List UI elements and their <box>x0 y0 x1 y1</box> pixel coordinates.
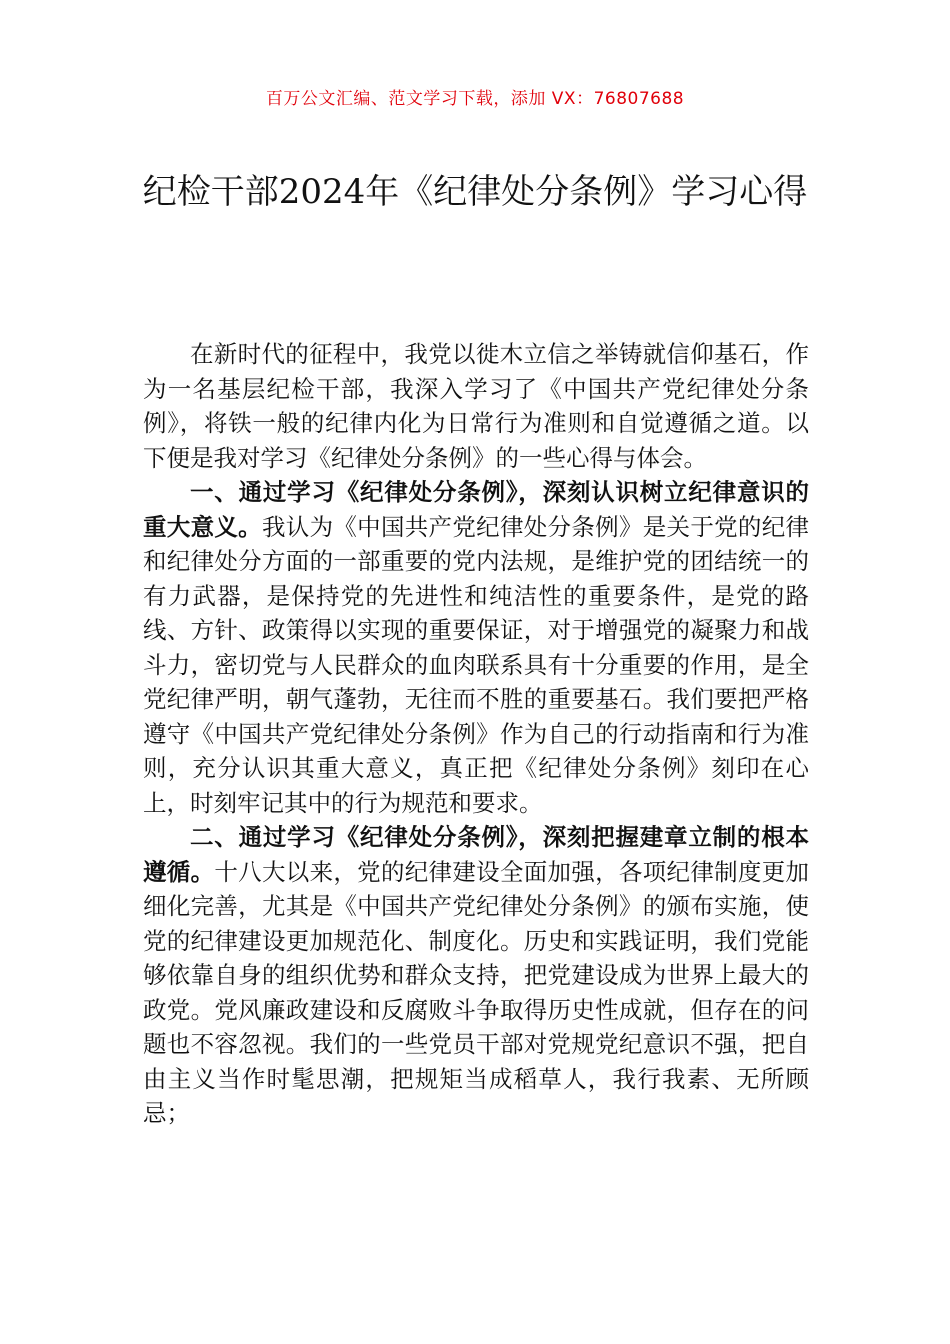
section-paragraph-2 <box>143 820 809 1131</box>
intro-paragraph: 在新时代的征程中，我党以徙木立信之举铸就信仰基石，作为一名基层纪检干部，我深入学习了《中国共产党纪律处分条例》，将铁一般的纪律内化为日常行为准则和自觉遵循之道。以下便是我对学习《纪律处分条例》的一些心得与体会。 <box>143 340 809 472</box>
section-lead-2: 二、通过学习《纪律处分条例》，深刻把握建章立制的根本遵循。 <box>143 823 809 886</box>
section-text-1: 我认为《中国共产党纪律处分条例》是关于党的纪律和纪律处分方面的一部重要的党内法规，是维护党的团结统一的有力武器，是保持党的先进性和纯洁性的重要条件，是党的路线、方针、政策得以实现的重要保证，对于增强党的凝聚力和战斗力，密切党与人民群众的血肉联系具有十分重要的作用，是全党纪律严明，朝气蓬勃，无往而不胜的重要基石。我们要把严格遵守《中国共产党纪律处分条例》作为自己的行动指南和行为准则，充分认识其重大意义，真正把《纪律处分条例》刻印在心上，时刻牢记其中的行为规范和要求。 <box>143 512 810 817</box>
section-lead-1: 一、通过学习《纪律处分条例》，深刻认识树立纪律意识的重大意义。 <box>143 478 809 541</box>
document-body <box>143 337 809 1131</box>
section-paragraph-1 <box>143 475 809 820</box>
section-text-2: 十八大以来，党的纪律建设全面加强，各项纪律制度更加细化完善，尤其是《中国共产党纪律处分条例》的颁布实施，使党的纪律建设更加规范化、制度化。历史和实践证明，我们党能够依靠自身的组织优势和群众支持，把党建设成为世界上最大的政党。党风廉政建设和反腐败斗争取得历史性成就，但存在的问题也不容忽视。我们的一些党员干部对党规党纪意识不强，把自由主义当作时髦思潮，把规矩当成稻草人，我行我素、无所顾忌； <box>143 857 810 1127</box>
document-title: 纪检干部2024年《纪律处分条例》学习心得 <box>142 172 808 212</box>
header-note: 百万公文汇编、范文学习下载，添加 VX：76807688 <box>265 89 685 109</box>
